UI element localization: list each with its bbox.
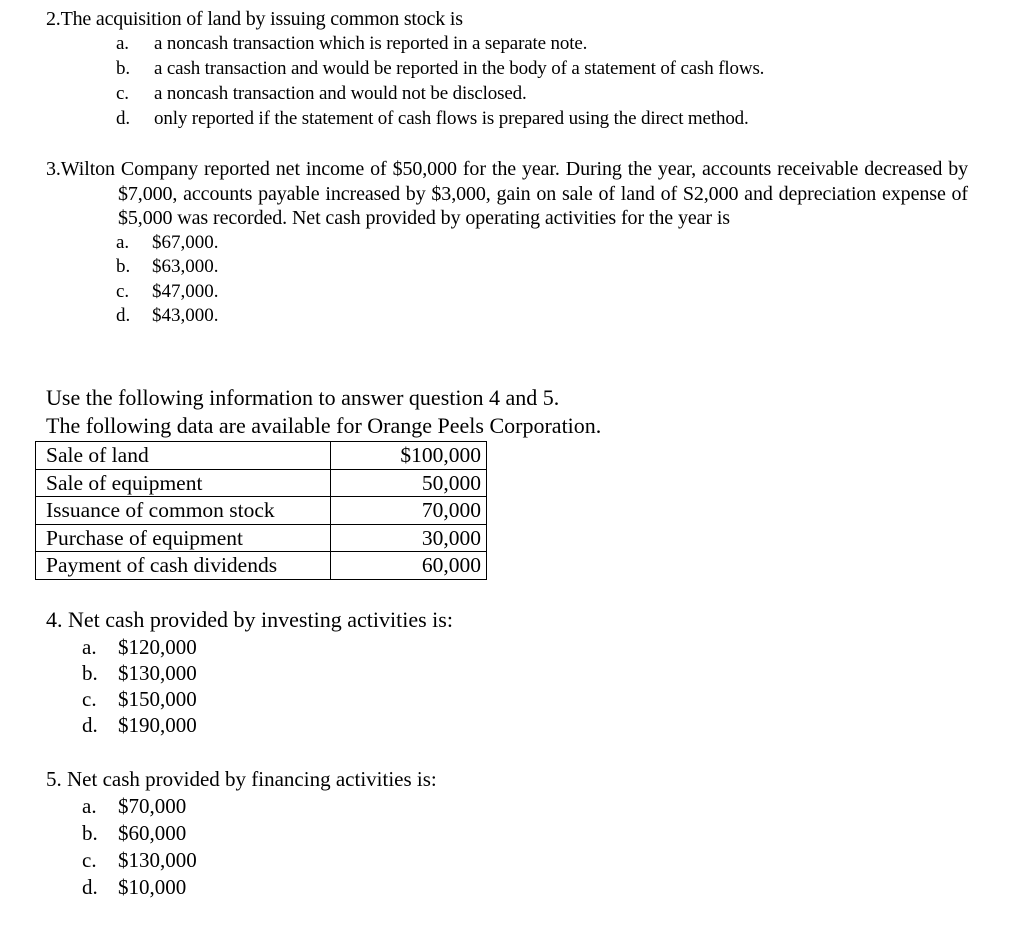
row-value: 30,000	[331, 524, 487, 552]
row-value: $100,000	[331, 442, 487, 470]
question-3-option-d	[116, 304, 968, 329]
option-text: $190,000	[118, 713, 197, 737]
row-label: Payment of cash dividends	[36, 552, 331, 580]
option-text: a cash transaction and would be reported in the body of a statement of cash flows.	[154, 58, 765, 79]
row-label: Sale of land	[36, 442, 331, 470]
option-text: $43,000.	[152, 305, 219, 326]
option-text: $47,000.	[152, 280, 219, 302]
option-text: only reported if the statement of cash flows is prepared using the direct method.	[154, 108, 749, 129]
option-letter: d.	[82, 713, 98, 737]
row-label: Purchase of equipment	[36, 524, 331, 552]
question-5	[46, 766, 437, 901]
row-value: 50,000	[331, 469, 487, 497]
table-row	[36, 552, 487, 580]
question-3-option-c	[116, 280, 968, 305]
question-3	[46, 157, 968, 329]
option-text: a noncash transaction and would not be disclosed.	[154, 83, 527, 104]
option-text: $130,000	[118, 661, 197, 685]
question-2-option-d	[116, 106, 986, 131]
question-5-option-d	[82, 874, 437, 901]
option-letter: a.	[116, 231, 130, 253]
question-5-option-b	[82, 820, 437, 847]
option-letter: b.	[116, 58, 130, 79]
option-text: $130,000	[118, 848, 197, 872]
question-5-option-a	[82, 793, 437, 820]
question-3-option-b	[116, 255, 968, 280]
question-5-options	[82, 793, 437, 901]
question-4-option-d	[82, 712, 453, 738]
option-letter: a.	[82, 794, 97, 818]
option-text: $70,000	[118, 794, 187, 818]
row-label: Issuance of common stock	[36, 497, 331, 525]
question-3-options	[116, 231, 968, 329]
row-value: 70,000	[331, 497, 487, 525]
question-3-stem: 3.Wilton Company reported net income of $50,000 for the year. During the year, accounts receivable decreased by $7,000, accounts payable increased by $3,000, gain on sale of land of S2,000 and depreciation expense of $5,000 was recorded. Net cash provided by operating activities for the year is	[46, 158, 968, 229]
question-2-option-a	[116, 31, 986, 56]
table-row	[36, 524, 487, 552]
option-text: a noncash transaction which is reported in a separate note.	[154, 33, 588, 54]
question-2	[46, 7, 986, 131]
question-4-options	[82, 634, 453, 738]
option-text: $10,000	[118, 875, 187, 899]
info-line-1: Use the following information to answer question 4 and 5.	[46, 385, 560, 410]
question-2-stem: 2.The acquisition of land by issuing common stock is	[46, 8, 463, 30]
question-5-option-c	[82, 847, 437, 874]
question-4-option-a	[82, 634, 453, 660]
option-letter: a.	[82, 635, 97, 659]
option-text: $120,000	[118, 635, 197, 659]
question-2-option-c	[116, 81, 986, 106]
option-letter: a.	[116, 33, 129, 54]
option-text: $67,000.	[152, 231, 219, 253]
option-letter: d.	[116, 305, 131, 326]
row-value: 60,000	[331, 552, 487, 580]
question-3-option-a	[116, 231, 968, 256]
option-letter: c.	[116, 280, 130, 302]
table-row	[36, 469, 487, 497]
option-text: $63,000.	[152, 256, 219, 277]
option-letter: c.	[82, 848, 97, 872]
table-row	[36, 442, 487, 470]
option-letter: b.	[82, 821, 98, 845]
option-text: $60,000	[118, 821, 187, 845]
info-line-2: The following data are available for Orange Peels Corporation.	[46, 413, 602, 438]
question-4	[46, 606, 453, 738]
question-4-option-b	[82, 660, 453, 686]
info-block	[46, 384, 601, 440]
option-letter: b.	[82, 661, 98, 685]
question-2-options	[116, 31, 986, 131]
option-letter: d.	[82, 875, 98, 899]
option-letter: c.	[82, 687, 97, 711]
question-4-option-c	[82, 686, 453, 712]
question-5-stem: 5. Net cash provided by financing activities is:	[46, 767, 437, 791]
row-label: Sale of equipment	[36, 469, 331, 497]
option-letter: c.	[116, 83, 129, 104]
cash-flow-data-table	[35, 441, 487, 580]
question-2-option-b	[116, 56, 986, 81]
option-letter: d.	[116, 108, 130, 129]
option-letter: b.	[116, 256, 131, 277]
option-text: $150,000	[118, 687, 197, 711]
question-4-stem: 4. Net cash provided by investing activities is:	[46, 607, 453, 632]
table-row	[36, 497, 487, 525]
